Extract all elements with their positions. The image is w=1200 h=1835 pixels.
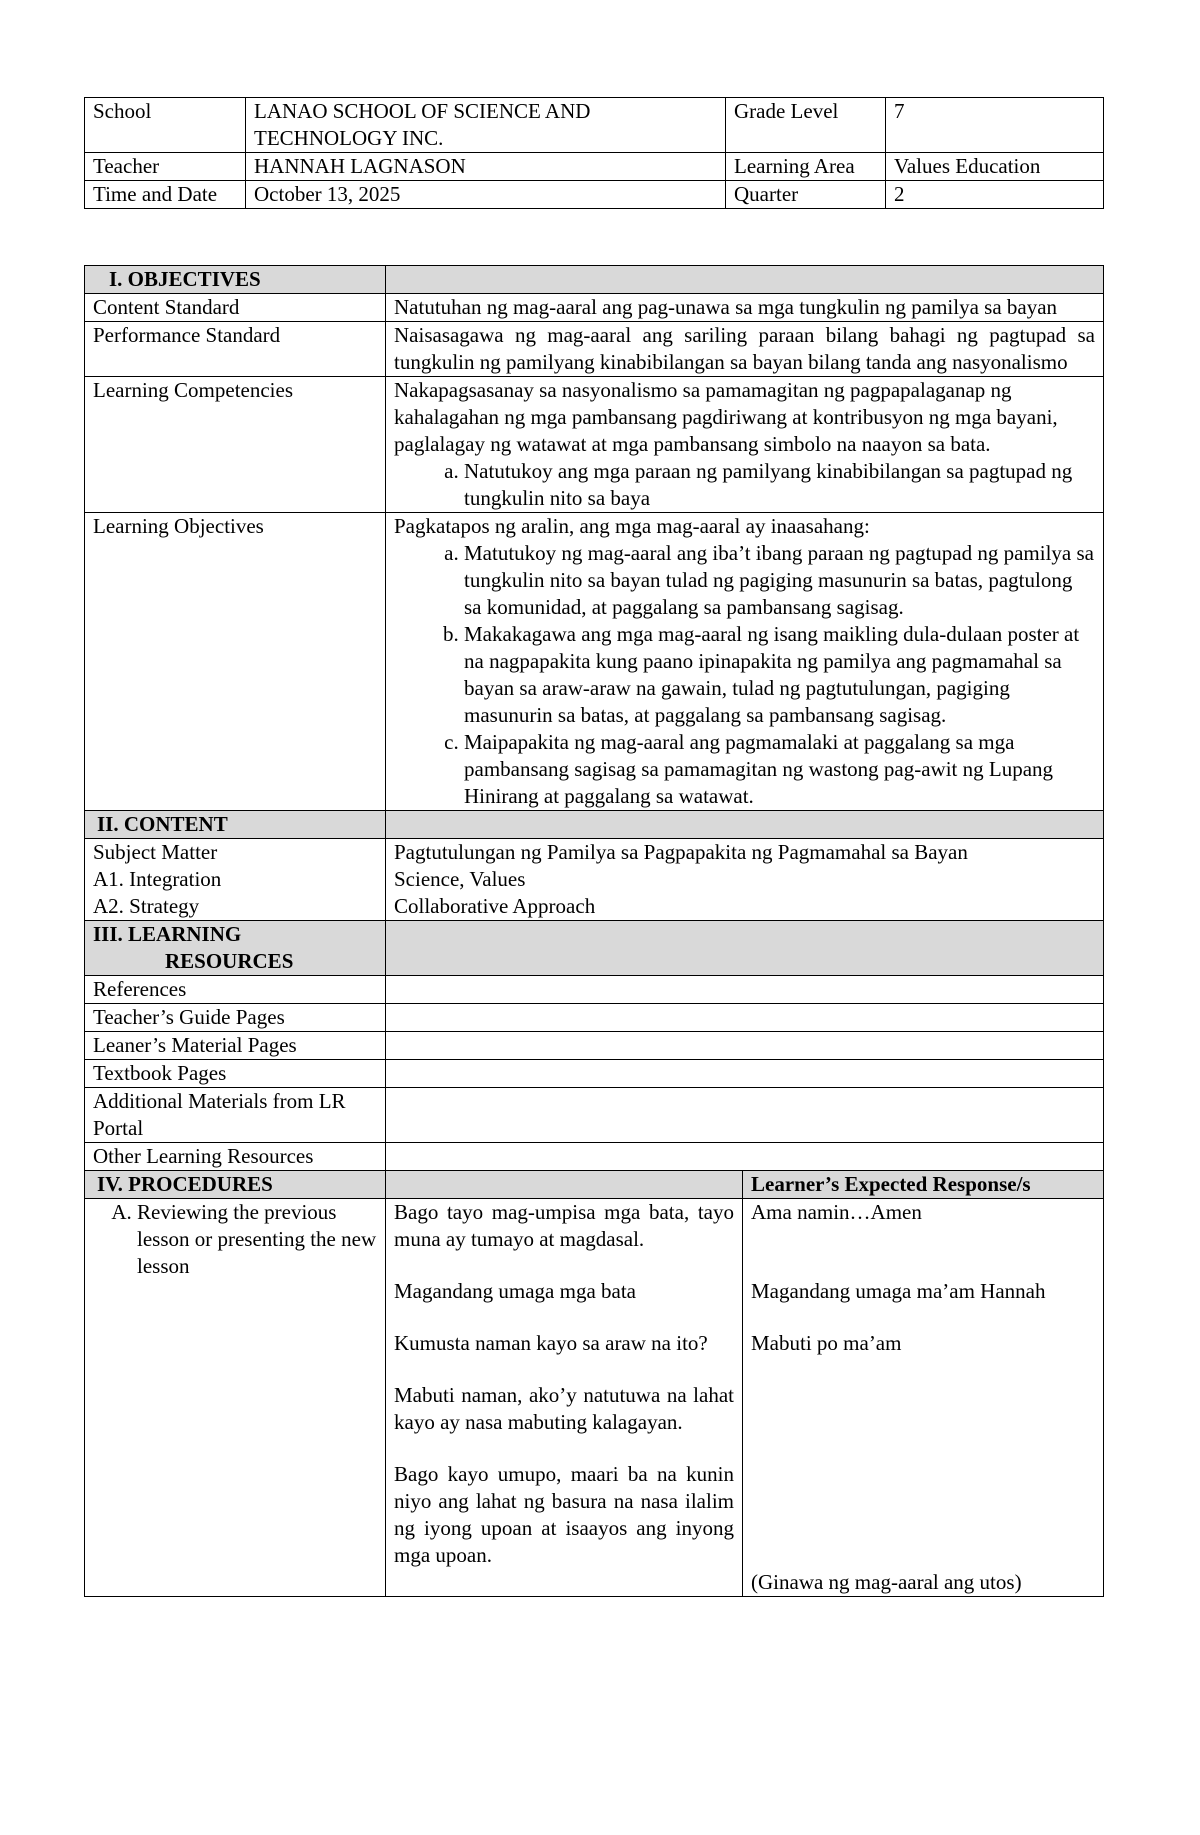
learning-objectives-intro: Pagkatapos ng aralin, ang mga mag-aaral ay inaasahang:: [394, 514, 870, 538]
subject-matter-row: [85, 839, 1104, 921]
references-label: References: [85, 976, 386, 1004]
strategy-label: A2. Strategy: [93, 894, 200, 918]
objectives-header-row: [85, 266, 1104, 294]
area-label: Learning Area: [726, 153, 886, 181]
textbook-pages-value: [386, 1060, 1104, 1088]
learning-objectives-row: [85, 513, 1104, 811]
resources-title-line2: RESOURCES: [165, 949, 294, 973]
procedure-steps-list: [93, 1199, 377, 1280]
response-header: Learner’s Expected Response/s: [743, 1171, 1104, 1199]
integration-value: Science, Values: [394, 867, 526, 891]
teacher-line-greeting: Magandang umaga mga bata: [394, 1279, 636, 1303]
competencies-text: Nakapagsasanay sa nasyonalismo sa pamamagitan ng pagpapalaganap ng kahalagahan ng mga pambansang pagdiriwang at kontribusyon ng mga bayani, paglalagay ng watawat at mga pambansang simbolo na naayon sa bata.: [394, 378, 1058, 456]
area-value: Values Education: [886, 153, 1104, 181]
teacher-line-prayer: Bago tayo mag-umpisa mga bata, tayo muna ay tumayo at magdasal.: [394, 1200, 734, 1251]
other-resources-value: [386, 1143, 1104, 1171]
learners-material-value: [386, 1032, 1104, 1060]
references-value: [386, 976, 1104, 1004]
response-utos: (Ginawa ng mag-aaral ang utos): [751, 1570, 1022, 1594]
objectives-header-blank: [386, 266, 1104, 294]
additional-materials-value: [386, 1088, 1104, 1143]
learning-objectives-label: Learning Objectives: [85, 513, 386, 811]
response-mabuti: Mabuti po ma’am: [751, 1331, 902, 1355]
response-prayer: Ama namin…Amen: [751, 1200, 922, 1224]
other-resources-label: Other Learning Resources: [85, 1143, 386, 1171]
list-item: b. Makakagawa ang mga mag-aaral ng isang maikling dula-dulaan poster at na nagpapakita kung paano ipinapakita ng pamilya ang pagmamahal sa bayan sa araw-araw na gawain, tulad ng pagtutulungan, pagiging masunurin sa batas, at paggalang sa pambansang sagisag.: [464, 621, 1095, 729]
teacher-activity-cell: [386, 1199, 743, 1597]
teacher-label: Teacher: [85, 153, 246, 181]
time-row: [85, 181, 1104, 209]
step-a-cell: [85, 1199, 386, 1597]
step-a-label: A. Reviewing the previous lesson or presenting the new lesson: [137, 1199, 377, 1280]
list-item: a. Natutukoy ang mga paraan ng pamilyang kinabibilangan sa pagtupad ng tungkulin nito sa baya: [464, 458, 1095, 512]
procedure-step-a-row: [85, 1199, 1104, 1597]
competencies-label: Learning Competencies: [85, 377, 386, 513]
teacher-line-mabuti: Mabuti naman, ako’y natutuwa na lahat kayo ay nasa mabuting kalagayan.: [394, 1383, 734, 1434]
learner-response-cell: [743, 1199, 1104, 1597]
subject-matter-label: Subject Matter: [93, 840, 218, 864]
table-row: [85, 1060, 1104, 1088]
integration-label: A1. Integration: [93, 867, 222, 891]
time-value: October 13, 2025: [246, 181, 726, 209]
teacher-line-kumusta: Kumusta naman kayo sa araw na ito?: [394, 1331, 708, 1355]
table-row: [85, 1004, 1104, 1032]
grade-value: 7: [886, 98, 1104, 153]
school-row: [85, 98, 1104, 153]
procedures-header-blank: [386, 1171, 743, 1199]
content-title: II. CONTENT: [85, 811, 386, 839]
additional-materials-label: Additional Materials from LR Portal: [85, 1088, 386, 1143]
content-standard-row: [85, 294, 1104, 322]
strategy-value: Collaborative Approach: [394, 894, 596, 918]
teacher-line-basura: Bago kayo umupo, maari ba na kunin niyo ang lahat ng basura na nasa ilalim ng iyong upoan at isaayos ang inyong mga upoan.: [394, 1462, 734, 1567]
textbook-pages-label: Textbook Pages: [85, 1060, 386, 1088]
school-label: School: [85, 98, 246, 153]
content-header-row: [85, 811, 1104, 839]
teacher-row: [85, 153, 1104, 181]
performance-standard-text: Naisasagawa ng mag-aaral ang sariling paraan bilang bahagi ng pagtupad sa tungkulin ng pamilyang kinabibilangan sa bayan bilang tanda ang nasyonalismo: [386, 322, 1104, 377]
resources-title-line1: III. LEARNING: [93, 922, 242, 946]
content-header-blank: [386, 811, 1104, 839]
school-value: LANAO SCHOOL OF SCIENCE AND TECHNOLOGY INC.: [246, 98, 726, 153]
resources-header-blank: [386, 921, 1104, 976]
performance-standard-label: Performance Standard: [85, 322, 386, 377]
grade-label: Grade Level: [726, 98, 886, 153]
header-table: [84, 97, 1104, 209]
resources-header-row: [85, 921, 1104, 976]
subject-matter-value: Pagtutulungan ng Pamilya sa Pagpapakita ng Pagmamahal sa Bayan: [394, 840, 968, 864]
quarter-value: 2: [886, 181, 1104, 209]
resources-title-cell: [85, 921, 386, 976]
content-standard-label: Content Standard: [85, 294, 386, 322]
learning-objectives-list: [394, 540, 1095, 810]
teachers-guide-value: [386, 1004, 1104, 1032]
table-row: [85, 976, 1104, 1004]
content-labels-cell: [85, 839, 386, 921]
procedures-header-row: [85, 1171, 1104, 1199]
table-row: [85, 1143, 1104, 1171]
list-item: c. Maipapakita ng mag-aaral ang pagmamalaki at paggalang sa mga pambansang sagisag sa pamamagitan ng wastong pag-awit ng Lupang Hinirang at paggalang sa watawat.: [464, 729, 1095, 810]
learners-material-label: Leaner’s Material Pages: [85, 1032, 386, 1060]
performance-standard-row: [85, 322, 1104, 377]
time-label: Time and Date: [85, 181, 246, 209]
quarter-label: Quarter: [726, 181, 886, 209]
procedures-title: IV. PROCEDURES: [85, 1171, 386, 1199]
table-row: [85, 1032, 1104, 1060]
table-row: [85, 1088, 1104, 1143]
competencies-list: [394, 458, 1095, 512]
content-values-cell: [386, 839, 1104, 921]
teacher-value: HANNAH LAGNASON: [246, 153, 726, 181]
learning-objectives-cell: [386, 513, 1104, 811]
response-greeting: Magandang umaga ma’am Hannah: [751, 1279, 1046, 1303]
competencies-cell: [386, 377, 1104, 513]
teachers-guide-label: Teacher’s Guide Pages: [85, 1004, 386, 1032]
competencies-row: [85, 377, 1104, 513]
list-item: a. Matutukoy ng mag-aaral ang iba’t ibang paraan ng pagtupad ng pamilya sa tungkulin nito sa bayan tulad ng pagiging masunurin sa batas, pagtulong sa komunidad, at paggalang sa pambansang sagisag.: [464, 540, 1095, 621]
lesson-plan-table: [84, 265, 1104, 1597]
content-standard-text: Natutuhan ng mag-aaral ang pag-unawa sa mga tungkulin ng pamilya sa bayan: [386, 294, 1104, 322]
objectives-title: I. OBJECTIVES: [85, 266, 386, 294]
